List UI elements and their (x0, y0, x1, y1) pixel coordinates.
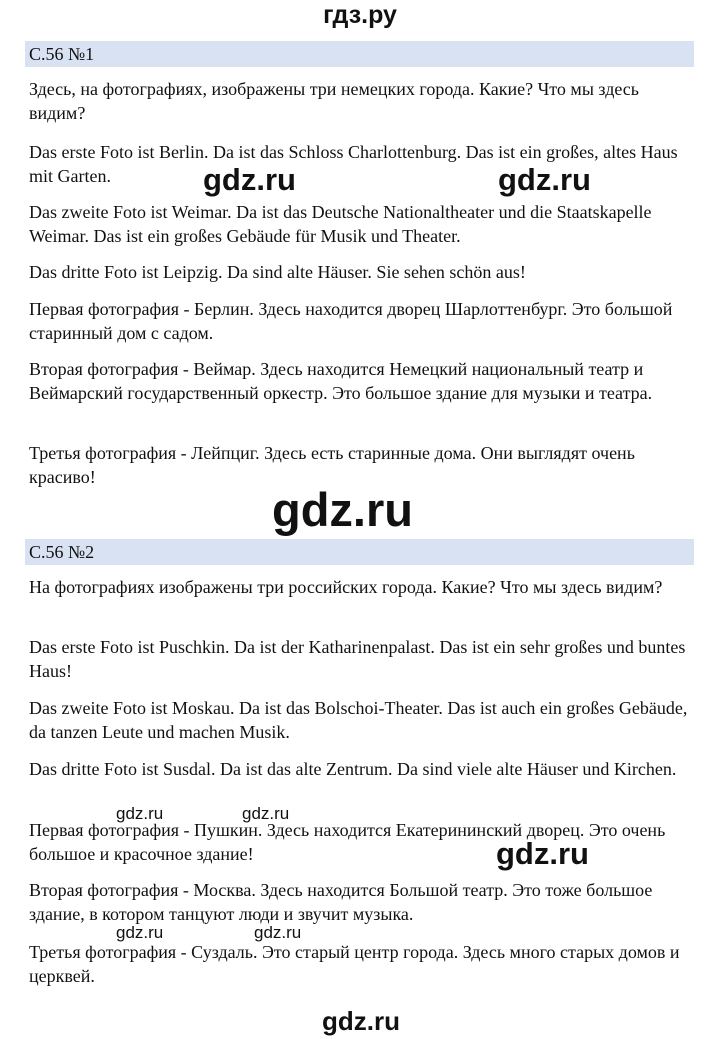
watermark: gdz.ru (254, 923, 302, 942)
paragraph: Первая фотография - Берлин. Здесь находится дворец Шарлоттенбург. Это большой старинный дом с садом. (29, 299, 673, 343)
paragraph: Вторая фотография - Москва. Здесь находится Большой театр. Это тоже большое здание, в котором танцуют люди и звучит музыка. (29, 880, 653, 924)
paragraph: Третья фотография - Суздаль. Это старый центр города. Здесь много старых домов и церквей. (29, 942, 680, 986)
paragraph: Первая фотография - Пушкин. Здесь находится Екатерининский дворец. Это очень большое и красочное здание! (29, 820, 666, 864)
paragraph: Das dritte Foto ist Leipzig. Da sind alte Häuser. Sie sehen schön aus! (29, 262, 526, 282)
watermark: gdz.ru (272, 483, 413, 536)
watermark-footer: gdz.ru (322, 1006, 400, 1036)
section-title-2: С.56 №2 (25, 539, 694, 565)
paragraph: Das erste Foto ist Puschkin. Da ist der Katharinenpalast. Das ist ein sehr großes und buntes Haus! (29, 637, 686, 681)
paragraph: Das zweite Foto ist Weimar. Da ist das Deutsche Nationaltheater und die Staatskapelle Weimar. Das ist ein großes Gebäude für Musik und Theater. (29, 202, 652, 246)
paragraph: Das erste Foto ist Berlin. Da ist das Schloss Charlottenburg. Das ist ein großes, altes Haus mit Garten. (29, 142, 678, 186)
paragraph: На фотографиях изображены три российских города. Какие? Что мы здесь видим? (29, 577, 663, 597)
watermark: gdz.ru (116, 923, 164, 942)
watermark: gdz.ru (498, 162, 591, 197)
paragraph: Das zweite Foto ist Moskau. Da ist das Bolschoi-Theater. Das ist auch ein großes Gebäude, da tanzen Leute und machen Musik. (29, 698, 688, 742)
paragraph: Здесь, на фотографиях, изображены три немецких города. Какие? Что мы здесь видим? (29, 79, 639, 123)
paragraph: Третья фотография - Лейпциг. Здесь есть старинные дома. Они выглядят очень красиво! (29, 443, 635, 487)
watermark: gdz.ru (116, 804, 164, 823)
section-title-1: С.56 №1 (25, 41, 694, 67)
watermark: gdz.ru (242, 804, 290, 823)
site-header-title: гдз.ру (323, 1, 397, 29)
watermark: gdz.ru (203, 162, 296, 197)
paragraph: Das dritte Foto ist Susdal. Da ist das alte Zentrum. Da sind viele alte Häuser und Kirchen. (29, 759, 677, 779)
watermark: gdz.ru (496, 836, 589, 871)
paragraph: Вторая фотография - Веймар. Здесь находится Немецкий национальный театр и Веймарский государственный оркестр. Это большое здание для музыки и театра. (29, 359, 653, 403)
